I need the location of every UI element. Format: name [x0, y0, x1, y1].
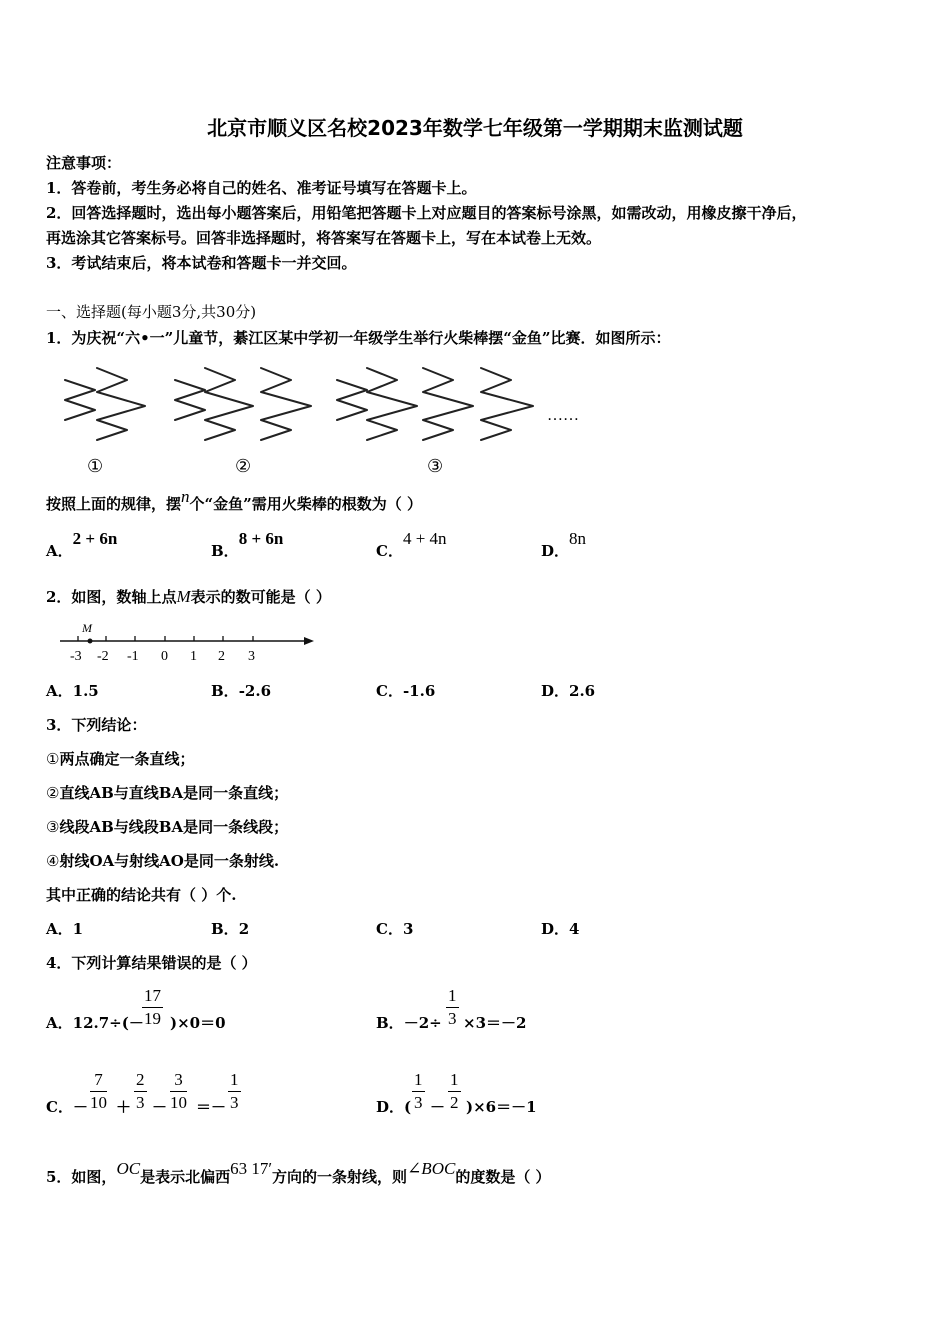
q3-option-a[interactable]: A．1	[46, 920, 84, 938]
q4-option-b-tail: ×3＝－2	[463, 1014, 527, 1032]
q3-option-c[interactable]: C．3	[376, 920, 414, 938]
q2-stem: 2．如图，数轴上点M表示的数可能是（ ）	[46, 587, 331, 606]
q4-option-d-tail: )×6＝－1	[466, 1098, 537, 1116]
tick-label: -1	[127, 649, 139, 664]
q4-option-d-operator: －	[430, 1098, 446, 1116]
q1-option-b[interactable]: B．8 + 6n	[211, 529, 284, 560]
section-heading: 一、选择题(每小题3分,共30分)	[46, 303, 257, 321]
q4-option-c-operator: －	[152, 1098, 168, 1116]
q4-option-b-text[interactable]: B．－2÷	[376, 1014, 442, 1032]
q2-option-b[interactable]: B．-2.6	[211, 682, 272, 700]
q2-option-d[interactable]: D．2.6	[541, 682, 596, 700]
q3-question: 其中正确的结论共有（ ）个.	[46, 886, 237, 904]
q4-option-c-fraction: $\frac{3}{10}$	[170, 1070, 187, 1112]
tick-label: 1	[190, 649, 197, 664]
q3-item: ①两点确定一条直线；	[46, 750, 195, 768]
q1-question: 按照上面的规律，摆n个“金鱼”需用火柴棒的根数为（ ）	[46, 487, 422, 513]
q4-option-a-fraction: $\frac{17}{19}$	[144, 986, 161, 1028]
q4-option-c-fraction: $\frac{2}{3}$	[136, 1070, 145, 1112]
notice-item: 2．回答选择题时，选出每小题答案后，用铅笔把答题卡上对应题目的答案标号涂黑，如需改动，用橡皮擦干净后，	[46, 204, 807, 222]
q4-stem: 4．下列计算结果错误的是（ ）	[46, 954, 257, 972]
figure-label: ③	[427, 456, 444, 477]
q4-option-c-fraction: $\frac{7}{10}$	[90, 1070, 107, 1112]
q4-option-c-operator: ＋	[116, 1098, 132, 1116]
q3-item: ②直线AB与直线BA是同一条直线；	[46, 784, 289, 802]
q4-option-a-text[interactable]: A．12.7÷(－	[46, 1014, 144, 1032]
q4-option-c-text[interactable]: C．－	[46, 1098, 88, 1116]
tick-label: 0	[161, 649, 168, 664]
tick-label: 3	[248, 649, 255, 664]
notice-item: 3．考试结束后，将本试卷和答题卡一并交回。	[46, 254, 357, 272]
tick-label: -2	[97, 649, 109, 664]
q4-option-a-tail: )×0＝0	[170, 1014, 226, 1032]
q3-stem: 3．下列结论：	[46, 716, 147, 734]
notice-heading: 注意事项：	[46, 154, 122, 172]
figure-ellipsis: ……	[547, 407, 579, 424]
q4-option-d-fraction: $\frac{1}{2}$	[450, 1070, 459, 1112]
q1-option-d[interactable]: D．8n	[541, 529, 587, 560]
goldfish-figure	[55, 362, 595, 482]
q4-option-c-operator: ＝－	[196, 1098, 227, 1116]
q2-option-c[interactable]: C．-1.6	[376, 682, 436, 700]
q1-option-a[interactable]: A．2 + 6n	[46, 529, 118, 560]
figure-label: ②	[235, 456, 252, 477]
figure-label: ①	[87, 456, 104, 477]
q1-option-c[interactable]: C．4 + 4n	[376, 529, 447, 560]
tick-label: 2	[218, 649, 225, 664]
q5-stem: 5．如图，OC是表示北偏西63 17′方向的一条射线，则∠BOC的度数是（ ）	[46, 1159, 551, 1186]
number-line	[56, 616, 318, 666]
q3-option-d[interactable]: D．4	[541, 920, 580, 938]
q1-stem: 1．为庆祝“六•一”儿童节，綦江区某中学初一年级学生举行火柴棒摆“金鱼”比赛．如图所示：	[46, 329, 671, 347]
q4-option-c-fraction: $\frac{1}{3}$	[230, 1070, 239, 1112]
q4-option-d-text[interactable]: D．(	[376, 1098, 412, 1116]
tick-label: -3	[70, 649, 82, 664]
q4-option-d-fraction: $\frac{1}{3}$	[414, 1070, 423, 1112]
notice-item: 再选涂其它答案标号。回答非选择题时，将答案写在答题卡上，写在本试卷上无效。	[46, 229, 602, 247]
point-m	[88, 639, 93, 644]
point-m-label: M	[82, 621, 92, 635]
page-title: 北京市顺义区名校2023年数学七年级第一学期期末监测试题	[207, 116, 743, 140]
q2-option-a[interactable]: A．1.5	[46, 682, 99, 700]
q3-item: ④射线OA与射线AO是同一条射线.	[46, 852, 280, 870]
q4-option-b-fraction: $\frac{1}{3}$	[448, 986, 457, 1028]
q3-item: ③线段AB与线段BA是同一条线段；	[46, 818, 289, 836]
notice-item: 1．答卷前，考生务必将自己的姓名、准考证号填写在答题卡上。	[46, 179, 477, 197]
q3-option-b[interactable]: B．2	[211, 920, 250, 938]
